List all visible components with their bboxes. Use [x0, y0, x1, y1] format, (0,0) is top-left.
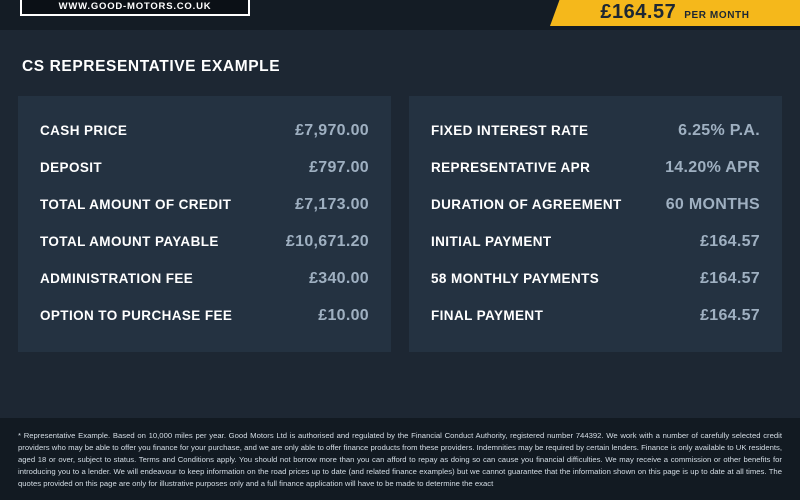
footer-disclaimer-area — [0, 418, 800, 500]
row-label: INITIAL PAYMENT — [431, 233, 552, 249]
table-row — [431, 186, 760, 223]
row-value: £340.00 — [309, 269, 369, 287]
table-row — [40, 186, 369, 223]
monthly-price-flag — [550, 0, 800, 26]
page-title: CS REPRESENTATIVE EXAMPLE — [22, 58, 281, 75]
row-value: £7,970.00 — [295, 121, 369, 139]
table-row — [40, 112, 369, 149]
row-value: £164.57 — [700, 269, 760, 287]
row-value: 60 MONTHS — [665, 195, 760, 213]
table-row — [40, 260, 369, 297]
site-logo-url: WWW.GOOD-MOTORS.CO.UK — [58, 1, 212, 12]
row-value: £7,173.00 — [295, 195, 369, 213]
row-label: FINAL PAYMENT — [431, 307, 544, 323]
row-label: 58 MONTHLY PAYMENTS — [431, 270, 600, 286]
table-row — [40, 223, 369, 260]
row-value: £164.57 — [700, 306, 760, 324]
monthly-price-amount: £164.57 — [600, 1, 677, 23]
row-value: £10,671.20 — [285, 232, 369, 250]
row-label: DURATION OF AGREEMENT — [431, 196, 622, 212]
top-bar — [0, 0, 800, 30]
table-row — [431, 112, 760, 149]
row-label: CASH PRICE — [40, 122, 128, 138]
table-row — [431, 223, 760, 260]
row-label: TOTAL AMOUNT PAYABLE — [40, 233, 219, 249]
table-row — [431, 149, 760, 186]
site-logo-plate[interactable] — [20, 0, 250, 16]
finance-panel-left — [18, 96, 391, 352]
row-value: £10.00 — [318, 306, 369, 324]
table-row — [431, 260, 760, 297]
footer-disclaimer-text: * Representative Example. Based on 10,000 miles per year. Good Motors Ltd is authorised and regulated by the Financial Conduct Authority, registered number 744392. We work with a number of carefully selected credit providers who may be able to offer you finance for your purchase, and we are only able to offer finance products from these providers. Indemnities may be required by certain lenders. Finance is only available to UK residents, aged 18 or over, subject to status. Terms and Conditions apply. You should not borrow more than you can afford to repay as doing so can cause you financial difficulties. We may receive a commission or other benefits for introducing you to a lender. We will endeavour to keep information on the road prices up to date (and related finance examples) but we cannot guarantee that the information shown on this page is up to date at all times. The quotes provided on this page are only for illustrative purposes only and a full finance application will have to be made to determine the exact — [18, 431, 782, 488]
table-row — [40, 149, 369, 186]
row-label: OPTION TO PURCHASE FEE — [40, 307, 233, 323]
row-label: TOTAL AMOUNT OF CREDIT — [40, 196, 232, 212]
table-row — [40, 297, 369, 334]
row-label: DEPOSIT — [40, 159, 103, 175]
table-row — [431, 297, 760, 334]
monthly-price-period: PER MONTH — [684, 10, 750, 21]
row-value: 6.25% P.A. — [678, 121, 760, 139]
row-value: £797.00 — [309, 158, 369, 176]
finance-panel-right — [409, 96, 782, 352]
row-label: FIXED INTEREST RATE — [431, 122, 589, 138]
row-value: 14.20% APR — [665, 158, 760, 176]
finance-details-panels — [0, 76, 800, 352]
row-value: £164.57 — [700, 232, 760, 250]
row-label: REPRESENTATIVE APR — [431, 159, 591, 175]
row-label: ADMINISTRATION FEE — [40, 270, 194, 286]
